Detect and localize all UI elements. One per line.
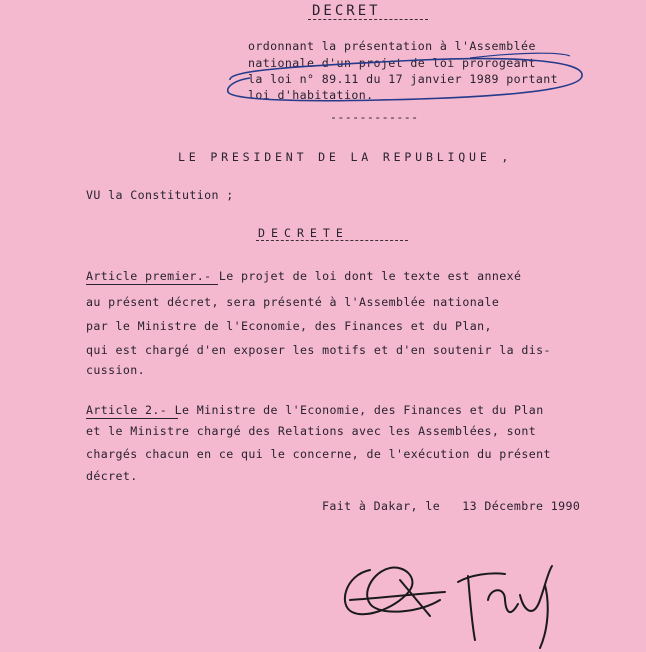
object-line-2: nationale d'un projet de loi prorogeant	[248, 56, 536, 70]
article-1-line-5: cussion.	[86, 363, 146, 377]
article-2-line-2: et le Ministre chargé des Relations avec les Assemblées, sont	[86, 424, 537, 438]
article-2-line-4: décret.	[86, 469, 138, 483]
object-line-3: la loi n° 89.11 du 17 janvier 1989 portant	[248, 72, 558, 86]
article-1-line-3: par le Ministre de l'Economie, des Finances et du Plan,	[86, 319, 492, 333]
article-2-line-3: chargés chacun en ce qui le concerne, de l'exécution du présent	[86, 447, 551, 461]
article-1-heading: Article premier.-	[86, 269, 212, 283]
visa-line: VU la Constitution ;	[86, 188, 234, 202]
object-line-4: loi d'habitation.	[248, 88, 374, 102]
article-1-line-1: Le projet de loi dont le texte est annexé	[211, 269, 522, 283]
separator-line: ------------	[330, 110, 419, 124]
closing-place-date: Fait à Dakar, le 13 Décembre 1990	[322, 499, 581, 513]
object-line-1: ordonnant la présentation à l'Assemblée	[248, 39, 536, 53]
article-1-line-2: au présent décret, sera présenté à l'Assemblée nationale	[86, 295, 500, 309]
blue-pen-circle	[228, 59, 582, 101]
document-title: DECRET	[312, 3, 381, 19]
article-2-heading: Article 2.-	[86, 403, 168, 417]
decrees-heading: DECRETE	[258, 226, 349, 240]
signature	[345, 566, 552, 648]
article-2-line-1: Le Ministre de l'Economie, des Finances et du Plan	[167, 403, 544, 417]
issuer-heading: LE PRESIDENT DE LA REPUBLIQUE ,	[178, 150, 513, 164]
article-1-line-4: qui est chargé d'en exposer les motifs et d'en soutenir la dis-	[86, 343, 551, 357]
